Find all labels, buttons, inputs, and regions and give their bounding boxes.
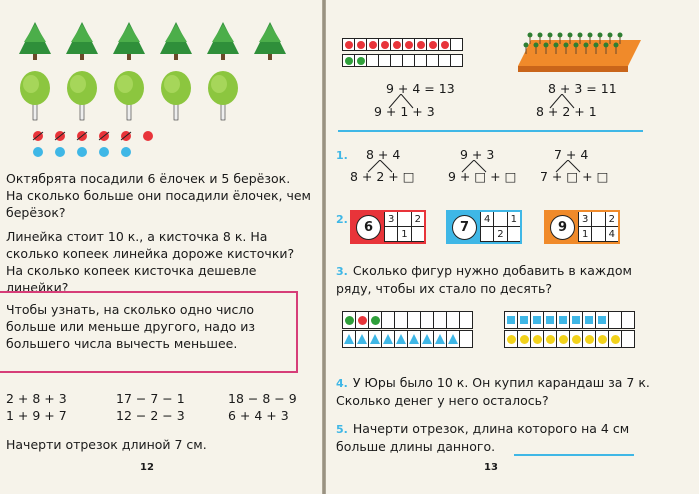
exercise: 12 − 2 − 3 <box>116 408 185 423</box>
strip-cell <box>391 39 403 50</box>
shape-cell <box>460 312 472 328</box>
shape-cell <box>356 312 369 328</box>
shape-cell <box>622 331 634 347</box>
strip-cell <box>439 39 451 50</box>
shape-cell <box>460 331 472 347</box>
task1-expression: 9 + 3 <box>460 147 495 162</box>
number-cell[interactable]: 1 <box>578 227 591 242</box>
task-number: 1. <box>336 149 348 162</box>
shape-cell <box>583 312 596 328</box>
shape-cell <box>434 312 447 328</box>
number-cell[interactable] <box>507 227 520 242</box>
shape-cell <box>583 331 596 347</box>
strip-cell <box>355 39 367 50</box>
shape-cell <box>434 331 447 347</box>
blue-counter-icon <box>121 147 131 157</box>
strip-cell <box>415 39 427 50</box>
number-box <box>350 210 426 244</box>
shape-cell <box>531 331 544 347</box>
shape-cell <box>505 331 518 347</box>
strip-cell <box>403 55 415 66</box>
trees-illustration <box>0 0 322 160</box>
blue-counter-icon <box>77 147 87 157</box>
fir-tree-icon <box>254 22 286 60</box>
number-box <box>544 210 620 244</box>
blue-counter-icon <box>33 147 43 157</box>
shape-cell <box>408 331 421 347</box>
shape-cell <box>622 312 634 328</box>
shape-row-squares <box>504 311 635 329</box>
number-cell[interactable]: 1 <box>397 227 410 242</box>
counter-strip-bottom <box>342 54 463 67</box>
page-number: 13 <box>484 462 498 473</box>
strip-cell <box>367 39 379 50</box>
strip-cell <box>379 39 391 50</box>
task-number: 5. <box>336 423 348 436</box>
shape-cell <box>369 331 382 347</box>
shape-cell <box>609 312 622 328</box>
strip-cell <box>451 55 462 66</box>
red-counter-icon <box>33 131 43 141</box>
red-counter-icon <box>77 131 87 141</box>
shape-cell <box>557 312 570 328</box>
example-equation: 9 + 4 = 13 <box>386 81 455 96</box>
task4-body: У Юры было 10 к. Он купил карандаш за 7 к. Сколько денег у него осталось? <box>336 375 650 408</box>
task-number: 3. <box>336 265 348 278</box>
example-decomposition: 8 + 2 + 1 <box>536 104 597 119</box>
shape-row-circles <box>342 311 473 329</box>
rule-text: Чтобы узнать, на сколько одно число больше или меньше другого, надо из большего числа вычесть меньшее. <box>6 302 256 351</box>
strip-cell <box>391 55 403 66</box>
shape-cell <box>369 312 382 328</box>
given-segment <box>514 454 634 456</box>
task5-text <box>336 420 656 455</box>
counter-strip-top <box>342 38 463 51</box>
problem-ruler: Линейка стоит 10 к., а кисточка 8 к. На сколько копеек линейка дороже кисточки? На сколько копеек кисточка дешевле линейки? <box>6 229 295 295</box>
strip-cell <box>427 39 439 50</box>
shape-cell <box>421 312 434 328</box>
number-cell[interactable]: 2 <box>411 212 424 227</box>
section-divider <box>338 130 643 132</box>
shape-cell <box>531 312 544 328</box>
task-number: 2. <box>336 213 348 226</box>
shape-cell <box>447 312 460 328</box>
strip-cell <box>427 55 439 66</box>
shape-cell <box>518 331 531 347</box>
exercise: 1 + 9 + 7 <box>6 408 67 423</box>
shape-cell <box>544 312 557 328</box>
number-cell[interactable]: 3 <box>578 212 591 227</box>
task1-expression: 7 + 4 <box>554 147 589 162</box>
shape-cell <box>544 331 557 347</box>
shape-cell <box>356 331 369 347</box>
shape-cell <box>518 312 531 328</box>
exercise: 17 − 7 − 1 <box>116 391 185 406</box>
shape-cell <box>382 312 395 328</box>
task3-text <box>336 262 656 297</box>
right-page <box>326 0 699 494</box>
exercise: 2 + 8 + 3 <box>6 391 67 406</box>
number-cell[interactable]: 3 <box>384 212 397 227</box>
shape-cell <box>609 331 622 347</box>
shape-cell <box>421 331 434 347</box>
exercise: 18 − 8 − 9 <box>228 391 297 406</box>
birch-tree-icon <box>114 71 144 120</box>
number-cell[interactable]: 4 <box>480 212 493 227</box>
number-cell[interactable] <box>591 227 604 242</box>
task1-decomposition: 8 + 2 + □ <box>350 169 415 184</box>
number-cell[interactable] <box>591 212 604 227</box>
number-cell[interactable] <box>397 212 410 227</box>
example-equation: 8 + 3 = 11 <box>548 81 617 96</box>
strip-cell <box>403 39 415 50</box>
shape-row-triangles <box>342 330 473 348</box>
fir-tree-icon <box>19 22 51 60</box>
red-counter-icon <box>55 131 65 141</box>
number-circle: 9 <box>550 215 575 240</box>
fir-tree-icon <box>160 22 192 60</box>
shape-cell <box>395 312 408 328</box>
shape-cell <box>557 331 570 347</box>
strip-cell <box>415 55 427 66</box>
red-counter-icon <box>121 131 131 141</box>
number-circle: 6 <box>356 215 381 240</box>
shape-cell <box>343 312 356 328</box>
problem-trees: Октябрята посадили 6 ёлочек и 5 берёзок. На сколько больше они посадили ёлочек, чем берёзок? <box>6 171 311 220</box>
task1-expression: 8 + 4 <box>366 147 401 162</box>
birch-tree-icon <box>67 71 97 120</box>
number-cell[interactable]: 4 <box>605 227 618 242</box>
task-number: 4. <box>336 377 348 390</box>
number-circle: 7 <box>452 215 477 240</box>
peg-board-illustration <box>516 22 646 72</box>
shape-cell <box>505 312 518 328</box>
shape-cell <box>570 312 583 328</box>
red-counter-icon <box>99 131 109 141</box>
number-cell[interactable] <box>480 227 493 242</box>
number-cell[interactable]: 1 <box>507 212 520 227</box>
red-counter-icon <box>143 131 153 141</box>
strip-cell <box>343 55 355 66</box>
exercise: 6 + 4 + 3 <box>228 408 289 423</box>
fir-tree-icon <box>207 22 239 60</box>
left-page <box>0 0 322 494</box>
fir-tree-icon <box>66 22 98 60</box>
number-cell[interactable]: 2 <box>493 227 506 242</box>
birch-tree-icon <box>20 71 50 120</box>
shape-cell <box>408 312 421 328</box>
shape-row-yellow-circles <box>504 330 635 348</box>
number-box <box>446 210 522 244</box>
task3-body: Сколько фигур нужно добавить в каждом ряду, чтобы их стало по десять? <box>336 263 632 296</box>
shape-cell <box>447 331 460 347</box>
draw-task: Начерти отрезок длиной 7 см. <box>6 437 207 452</box>
task5-body: Начерти отрезок, длина которого на 4 см больше длины данного. <box>336 421 630 454</box>
page-number: 12 <box>140 462 154 473</box>
example-decomposition: 9 + 1 + 3 <box>374 104 435 119</box>
blue-counter-icon <box>55 147 65 157</box>
task1-decomposition: 7 + □ + □ <box>540 169 609 184</box>
shape-cell <box>596 312 609 328</box>
strip-cell <box>439 55 451 66</box>
number-cell[interactable] <box>493 212 506 227</box>
birch-tree-icon <box>208 71 238 120</box>
shape-cell <box>395 331 408 347</box>
fir-tree-icon <box>113 22 145 60</box>
birch-tree-icon <box>161 71 191 120</box>
shape-cell <box>570 331 583 347</box>
rule-box <box>0 291 298 373</box>
task4-text <box>336 374 656 409</box>
strip-cell <box>355 55 367 66</box>
shape-cell <box>343 331 356 347</box>
shape-cell <box>382 331 395 347</box>
number-cell[interactable]: 2 <box>605 212 618 227</box>
strip-cell <box>343 39 355 50</box>
shape-cell <box>596 331 609 347</box>
task1-decomposition: 9 + □ + □ <box>448 169 517 184</box>
strip-cell <box>367 55 379 66</box>
blue-counter-icon <box>99 147 109 157</box>
strip-cell <box>451 39 462 50</box>
number-cell[interactable] <box>411 227 424 242</box>
number-cell[interactable] <box>384 227 397 242</box>
strip-cell <box>379 55 391 66</box>
